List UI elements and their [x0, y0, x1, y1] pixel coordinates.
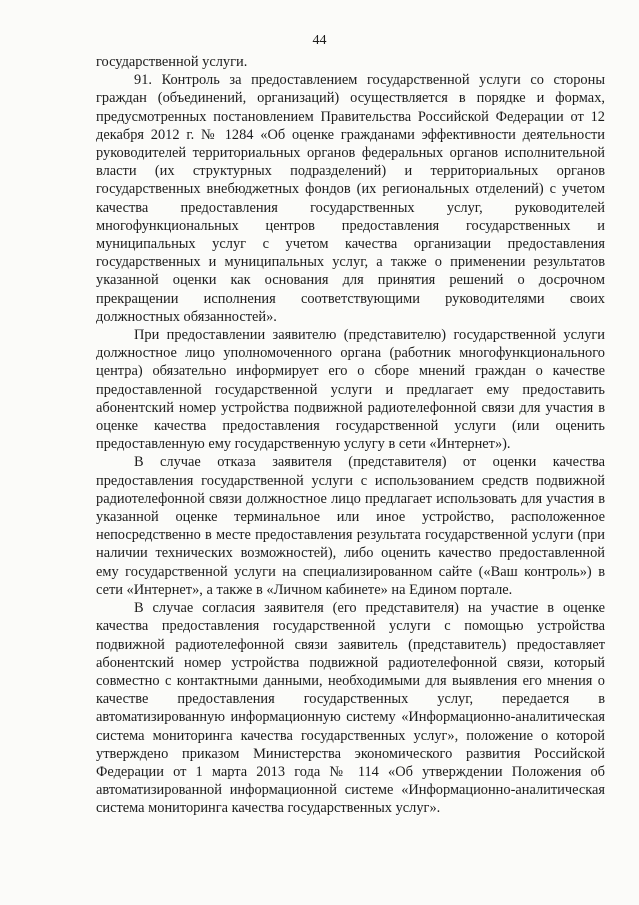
paragraph-continuation: государственной услуги.: [96, 54, 248, 70]
document-body: [96, 53, 605, 818]
paragraph-inform-applicant: При предоставлении заявителю (представителю) государственной услуги должностное лицо уполномоченного органа (работник многофункционального центра) обязательно информирует его о сборе мнений граждан о качестве предоставленной государственной услуги и предлагает ему предоставить абонентский номер устройства подвижной радиотелефонной связи для участия в оценке качества предоставления государственной услуги (или оценить предоставленную ему государственную услугу в сети «Интернет»).: [96, 327, 605, 453]
paragraph-91: 91. Контроль за предоставлением государственной услуги со стороны граждан (объединений, организаций) осуществляется в порядке и формах, предусмотренных постановлением Правительства Российской Федерации от 12 декабря 2012 г. № 1284 «Об оценке гражданами эффективности деятельности руководителей территориальных органов федеральных органов исполнительной власти (их структурных подразделений) и территориальных органов государственных внебюджетных фондов (их региональных отделений) с учетом качества предоставления государственных услуг, руководителей многофункциональных центров предоставления государственных и муниципальных услуг с учетом качества организации предоставления государственных и муниципальных услуг, а также о применении результатов указанной оценки как основания для принятия решений о досрочном прекращении исполнения соответствующими руководителями своих должностных обязанностей».: [96, 72, 605, 325]
paragraph-refusal: В случае отказа заявителя (представителя) от оценки качества предоставления государственной услуги с использованием средств подвижной радиотелефонной связи должностное лицо предлагает использовать для участия в указанной оценке терминальное или иное устройство, расположенное непосредственно в месте предоставления результата государственной услуги (при наличии технических возможностей), либо оценить качество предоставленной ему государственной услуги на специализированном сайте («Ваш контроль») в сети «Интернет», а также в «Личном кабинете» на Едином портале.: [96, 454, 605, 598]
page-number: 44: [312, 33, 327, 48]
paragraph-consent: В случае согласия заявителя (его представителя) на участие в оценке качества предоставления государственной услуги с помощью устройства подвижной радиотелефонной связи заявитель (представитель) предоставляет абонентский номер устройства подвижной радиотелефонной связи, который совместно с контактными данными, необходимыми для выявления его мнения о качестве предоставления государственных услуг, передается в автоматизированную информационную систему «Информационно-аналитическая система мониторинга качества государственных услуг», положение о которой утверждено приказом Министерства экономического развития Российской Федерации от 1 марта 2013 года № 114 «Об утверждении Положения об автоматизированной информационной системе «Информационно-аналитическая система мониторинга качества государственных услуг».: [96, 600, 605, 817]
